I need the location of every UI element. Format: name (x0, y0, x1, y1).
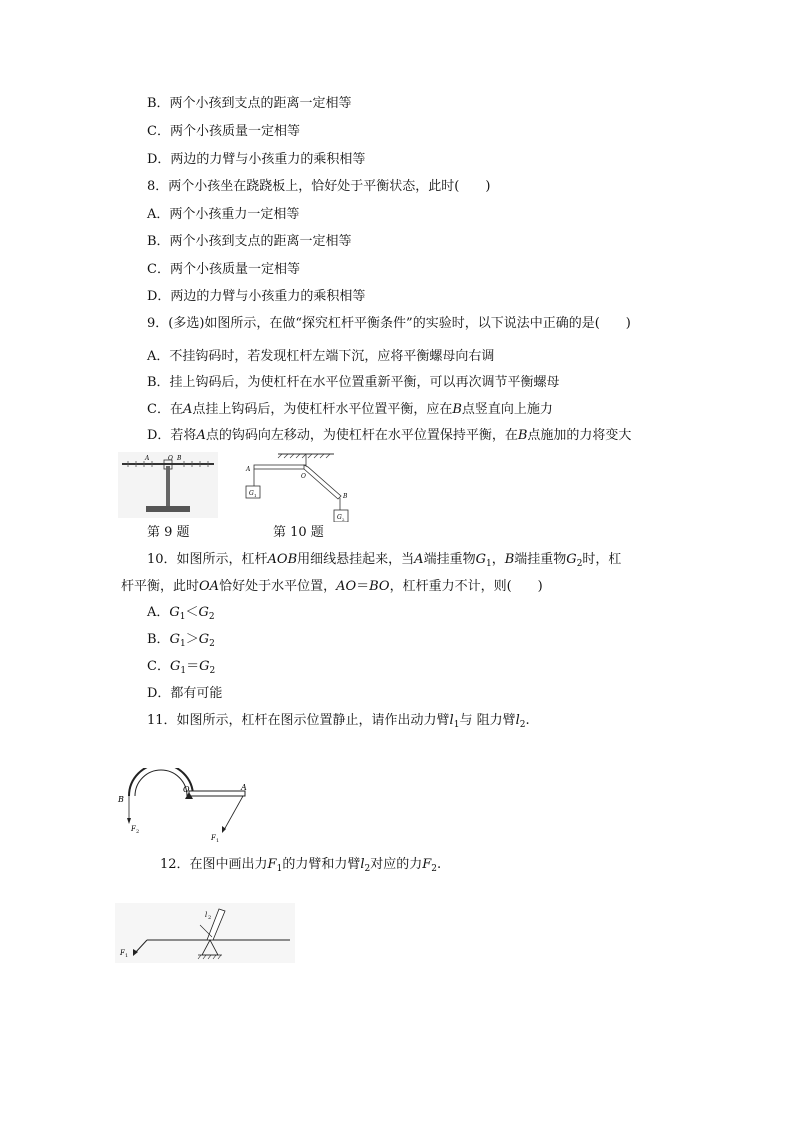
q10-stem-line1: 10．如图所示，杠杆AOB用细线悬挂起来，当A端挂重物$G_1$，B端挂重物$G_2$时，杠 (147, 552, 622, 569)
fig9-label-b: B (177, 455, 182, 462)
q9-option-a: A．不挂钩码时，若发现杠杆左端下沉，应将平衡螺母向右调 (147, 349, 495, 364)
fig10-label-g1-sub: 1 (254, 493, 257, 498)
figure-12-bent-lever (115, 903, 295, 963)
fig9-label-o: O (168, 455, 173, 462)
fig11-label-f1: F (211, 834, 216, 842)
fig10-label-b: B (343, 493, 348, 500)
fig10-label-g1: G (249, 490, 254, 497)
q7-option-c: C．两个小孩质量一定相等 (147, 124, 300, 139)
fig11-label-f2-sub: 2 (136, 829, 140, 835)
fig11-label-a: A (241, 783, 247, 792)
figure-10-caption: 第 10 题 (273, 525, 324, 540)
q9-option-b: B．挂上钩码后，为使杠杆在水平位置重新平衡，可以再次调节平衡螺母 (147, 375, 560, 390)
fig10-label-a: A (246, 466, 251, 473)
fig11-label-o: O (183, 785, 190, 794)
fig10-label-o: O (301, 473, 306, 480)
q7-option-d: D．两边的力臂与小孩重力的乘积相等 (147, 152, 366, 167)
q8-stem: 8．两个小孩坐在跷跷板上，恰好处于平衡状态，此时( ) (147, 179, 491, 194)
q10-option-c: C．$G_1=G_2$ (147, 659, 216, 676)
q11-stem: 11．如图所示，杠杆在图示位置静止，请作出动力臂$l_1$与 阻力臂$l_2$. (147, 713, 530, 730)
figure-10-lever-aob (240, 452, 350, 522)
fig9-label-a: A (145, 455, 150, 462)
fig11-label-f1-sub: 1 (216, 838, 220, 844)
q9-option-d: D．若将A点的钩码向左移动，为使杠杆在水平位置保持平衡，在B点施加的力将变大 (147, 428, 632, 443)
q8-option-a: A．两个小孩重力一定相等 (147, 207, 300, 222)
q7-option-b: B．两个小孩到支点的距离一定相等 (147, 96, 352, 111)
figure-11-curved-lever (115, 768, 255, 846)
q12-stem: 12．在图中画出力$F_1$的力臂和力臂$l_2$对应的力$F_2$. (160, 857, 442, 874)
q8-option-c: C．两个小孩质量一定相等 (147, 262, 300, 277)
fig10-label-g2: G (337, 514, 342, 521)
fig12-label-f1: F (120, 949, 125, 957)
q10-option-a: A．$G_1<G_2$ (147, 605, 215, 622)
fig12-label-f1-sub: 1 (125, 953, 129, 959)
q8-option-d: D．两边的力臂与小孩重力的乘积相等 (147, 289, 366, 304)
q8-option-b: B．两个小孩到支点的距离一定相等 (147, 234, 352, 249)
figure-9-lever-stand (118, 452, 218, 518)
q10-option-b: B．$G_1>G_2$ (147, 632, 215, 649)
figure-9-caption: 第 9 题 (147, 525, 190, 540)
q9-stem: 9．(多选)如图所示，在做“探究杠杆平衡条件”的实验时，以下说法中正确的是( ) (147, 316, 631, 331)
fig11-label-f2: F (131, 825, 136, 833)
q9-option-c: C．在A点挂上钩码后，为使杠杆水平位置平衡，应在B点竖直向上施力 (147, 402, 553, 417)
q10-option-d: D．都有可能 (147, 686, 223, 701)
q10-stem-line2: 杆平衡，此时OA恰好处于水平位置，AO＝BO，杠杆重力不计，则( ) (121, 579, 543, 594)
fig11-label-b: B (118, 795, 124, 804)
fig12-label-l2: l (205, 911, 208, 919)
fig12-label-l2-sub: 2 (208, 915, 212, 921)
fig10-label-g2-sub: 2 (342, 517, 345, 522)
